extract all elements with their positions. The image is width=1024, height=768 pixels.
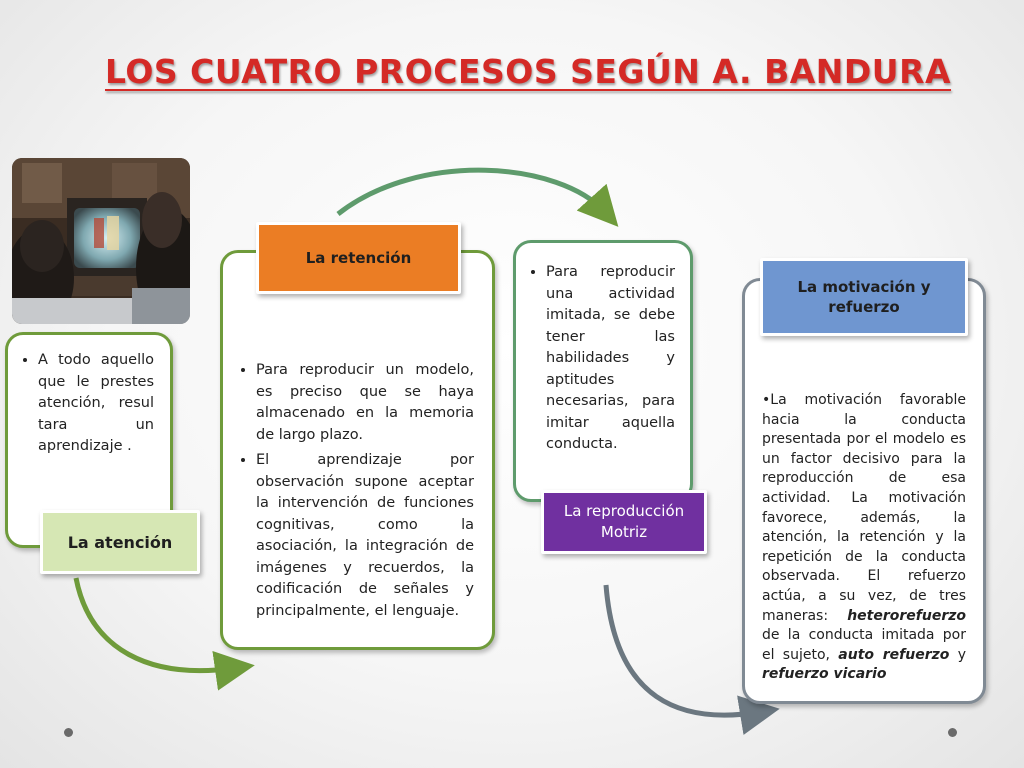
motivacion-body: La motivación favorable hacia la conducta presentada por el modelo es un factor decisivo para la reproducción de esa actividad. La motivación favorece, además, la atención, la retención y la repetición de la conducta observada. El refuerzo actúa, a su vez, de tres maneras: (762, 392, 966, 624)
motivacion-body-2: de la conducta imitada por el sujeto, (762, 627, 966, 663)
reproduccion-label-line2: Motriz (600, 523, 648, 541)
motivacion-text: •La motivación favorable hacia la conducta presentada por el modelo es un factor decisivo para la reproducción de esa actividad. La motivación favorece, además, la atención, la retención y la repetición de la conducta observada. El refuerzo actúa, a su vez, de tres maneras: heterorefuerzo de la conducta imitada por el sujeto, auto refuerzo y refuerzo vicario (762, 392, 966, 683)
retencion-bullet-2: • El aprendizaje por observación supone aceptar la intervención de funciones cognitivas, como la asociación, la integración de imágenes y recuerdos, la codificación de señales y principalmente, el lenguaje. (256, 450, 474, 622)
reproduccion-label-line1: La reproducción (563, 502, 685, 520)
atencion-text (22, 350, 154, 458)
retencion-bullet-1: • Para reproducir un modelo, es preciso que se haya almacenado en la memoria de largo plazo. (256, 360, 474, 446)
tv-viewers-photo (12, 158, 190, 324)
motivacion-label-line1: La motivación y (797, 278, 931, 296)
motivacion-label (760, 258, 968, 336)
reproduccion-text (530, 262, 675, 456)
page-title: LOS CUATRO PROCESOS SEGÚN A. BANDURA (105, 52, 952, 91)
retencion-text (240, 360, 474, 622)
motivacion-em-auto-refuerzo: auto refuerzo (838, 646, 950, 663)
reproduccion-bullet-1: • Para reproducir una actividad imitada, se debe tener las habilidades y aptitudes necesarias, para imitar aquella conducta. (546, 262, 675, 456)
motivacion-label-line2: refuerzo (828, 298, 900, 316)
arrow-atencion-to-retencion (76, 578, 235, 671)
arrow-reproduccion-to-motivacion (606, 585, 760, 715)
atencion-label: La atención (40, 510, 200, 574)
slide-dot-right (948, 728, 957, 737)
atencion-bullet-1: • A todo aquello que le prestes atención, resul tara un aprendizaje . (38, 350, 154, 458)
reproduccion-label (541, 490, 707, 554)
motivacion-em-heterorefuerzo: heterorefuerzo (847, 607, 966, 624)
retencion-label: La retención (256, 222, 461, 294)
arrow-retencion-to-reproduccion (338, 170, 605, 214)
slide-dot-left (64, 728, 73, 737)
motivacion-body-3: y (957, 646, 966, 663)
motivacion-em-refuerzo-vicario: refuerzo vicario (762, 666, 887, 683)
